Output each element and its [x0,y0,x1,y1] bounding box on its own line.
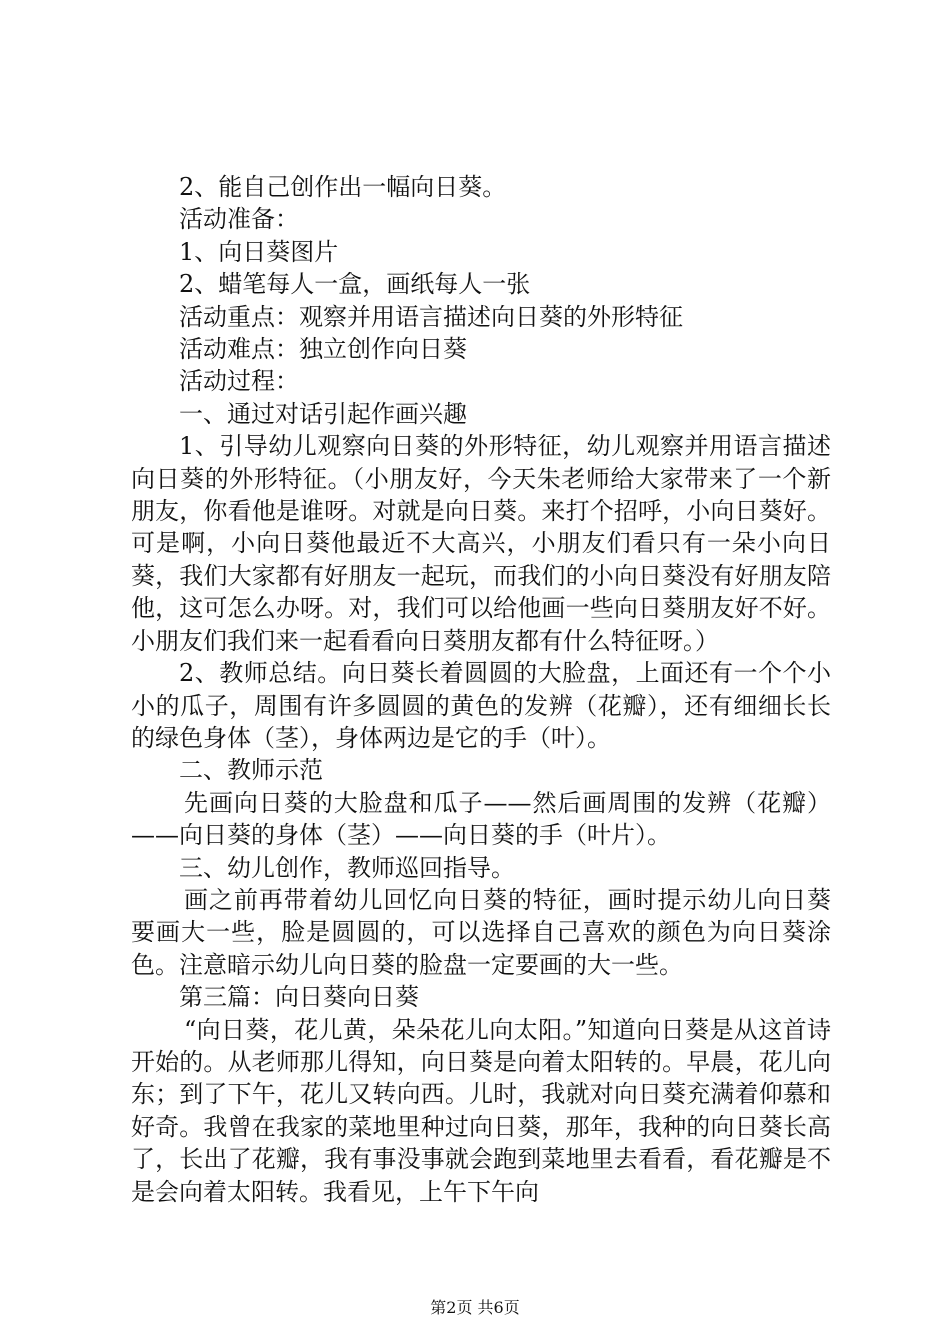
paragraph-section-3-heading: 三、幼儿创作，教师巡回指导。 [179,853,515,882]
paragraph-section-1-heading: 一、通过对话引起作画兴趣 [179,399,467,428]
paragraph-preparation-2: 2、蜡笔每人一盒，画纸每人一张 [179,270,531,299]
paragraph-process-heading: 活动过程： [179,367,299,396]
page-number-label: 第2页 共6页 [430,1298,520,1317]
paragraph-observe: 1、引导幼儿观察向日葵的外形特征，幼儿观察并用语言描述向日葵的外形特征。（小朋友好，今天朱老师给大家带来了一个新朋友，你看他是谁呀。对就是向日葵。来打个招呼，小向日葵好。可是啊，小向日葵他最近不大高兴，小朋友们看只有一朵小向日葵，我们大家都有好朋友一起玩，而我们的小向日葵没有好朋友陪他，这可怎么办呀。对，我们可以给他画一些向日葵朋友好不好。小朋友们我们来一起看看向日葵朋友都有什么特征呀。） [131,432,831,655]
page-footer [0,1298,950,1318]
paragraph-section-2-heading: 二、教师示范 [179,756,323,785]
paragraph-preparation-heading: 活动准备： [179,205,299,234]
paragraph-difficulty: 活动难点：独立创作向日葵 [179,335,467,364]
paragraph-goal-2: 2、能自己创作出一幅向日葵。 [179,173,507,201]
paragraph-preparation-1: 1、向日葵图片 [179,237,339,266]
paragraph-key-point: 活动重点：观察并用语言描述向日葵的外形特征 [179,302,683,331]
paragraph-creation-guidance: 画之前再带着幼儿回忆向日葵的特征，画时提示幼儿向日葵要画大一些，脸是圆圆的，可以选择自己喜欢的颜色为向日葵涂色。注意暗示幼儿向日葵的脸盘一定要画的大一些。 [131,885,831,979]
paragraph-demonstration: 先画向日葵的大脸盘和瓜子——然后画周围的发辨（花瓣）——向日葵的身体（茎）——向日葵的手（叶片）。 [131,788,831,850]
paragraph-chapter-3-title: 第三篇：向日葵向日葵 [179,983,419,1012]
document-body [131,171,831,1208]
paragraph-teacher-summary: 2、教师总结。向日葵长着圆圆的大脸盘，上面还有一个个小小的瓜子，周围有许多圆圆的黄色的发辨（花瓣），还有细细长长的绿色身体（茎），身体两边是它的手（叶）。 [131,659,831,752]
paragraph-essay-body: “向日葵，花儿黄，朵朵花儿向太阳。”知道向日葵是从这首诗开始的。从老师那儿得知，向日葵是向着太阳转的。早晨，花儿向东；到了下午，花儿又转向西。儿时，我就对向日葵充满着仰慕和好奇。我曾在我家的菜地里种过向日葵，那年，我种的向日葵长高了，长出了花瓣，我有事没事就会跑到菜地里去看看，看花瓣是不是会向着太阳转。我看见，上午下午向 [131,1015,831,1206]
